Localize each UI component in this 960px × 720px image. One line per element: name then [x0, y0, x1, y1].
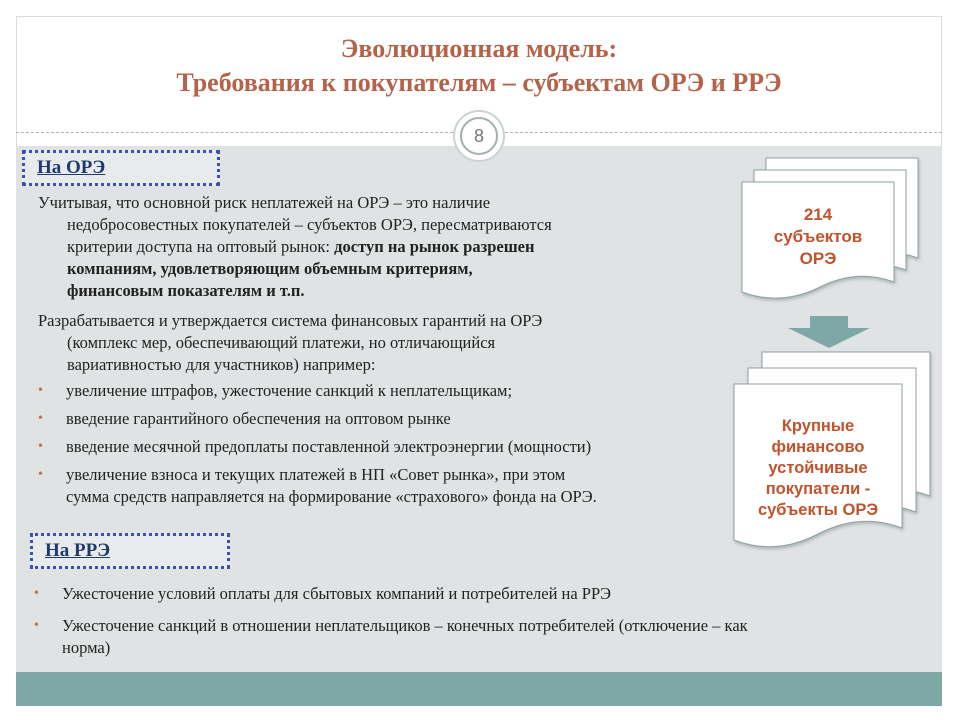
ore-p1-line-3 [38, 236, 708, 258]
arrow-down-icon [788, 316, 870, 348]
bullet-text: сумма средств направляется на формирование «страхового» фонда на ОРЭ. [66, 487, 597, 506]
list-item [34, 615, 934, 659]
top-document-label [742, 204, 894, 270]
page-number: 8 [460, 117, 498, 155]
bottom-doc-line: устойчивые [768, 459, 868, 477]
ore-bullet-list [38, 380, 738, 508]
ore-p1-bold-inline: доступ на рынок разрешен [334, 237, 535, 256]
top-doc-line: 214 [803, 205, 833, 224]
list-item [38, 464, 738, 508]
rre-section-heading [30, 533, 230, 569]
ore-p1-bold-line: компаниям, удовлетворяющим объемным критериям, [67, 259, 473, 278]
ore-p2-line: (комплекс мер, обеспечивающий платежи, но отличающийся [67, 333, 496, 352]
bottom-doc-line: Крупные [781, 417, 855, 435]
bullet-icon: • [38, 467, 43, 482]
ore-paragraph-1 [38, 192, 708, 302]
ore-heading-label: На ОРЭ [37, 157, 106, 178]
ore-p2-line: вариативностью для участников) например: [67, 355, 376, 374]
bullet-text: Ужесточение условий оплаты для сбытовых компаний и потребителей на РРЭ [62, 584, 612, 603]
ore-p1-line: недобросовестных покупателей – субъектов ОРЭ, пересматриваются [67, 215, 552, 234]
bullet-text: норма) [62, 638, 111, 657]
list-item [38, 436, 738, 458]
rre-bullet-list [34, 583, 934, 659]
ore-p1-line: Учитывая, что основной риск неплатежей на ОРЭ – это наличие [38, 193, 491, 212]
list-item [38, 380, 738, 402]
ore-section-heading [22, 150, 220, 186]
bullet-text: введение гарантийного обеспечения на оптовом рынке [66, 409, 451, 428]
list-item [34, 583, 934, 605]
ore-paragraph-2 [38, 310, 718, 376]
bullet-text: увеличение взноса и текущих платежей в НП «Совет рынка», при этом [66, 465, 566, 484]
bullet-text: введение месячной предоплаты поставленной электроэнергии (мощности) [66, 437, 592, 456]
bullet-icon: • [38, 411, 43, 426]
bullet-icon: • [38, 383, 43, 398]
top-doc-line: субъектов [773, 227, 863, 246]
page-number-badge [453, 110, 505, 162]
buyers-diagram [730, 150, 940, 570]
bullet-icon: • [38, 439, 43, 454]
bottom-doc-line: субъекты ОРЭ [757, 501, 879, 519]
title-line-2: Требования к покупателям – субъектам ОРЭ и РРЭ [176, 68, 782, 97]
footer-bar [16, 672, 942, 706]
bullet-icon: • [34, 618, 39, 633]
bullet-text: увеличение штрафов, ужесточение санкций к неплательщикам; [66, 381, 513, 400]
bullet-icon: • [34, 586, 39, 601]
bullet-text: Ужесточение санкций в отношении неплательщиков – конечных потребителей (отключение – как [62, 616, 748, 635]
list-item [38, 408, 738, 430]
bottom-doc-line: покупатели - [765, 480, 871, 498]
ore-p2-line: Разрабатывается и утверждается система финансовых гарантий на ОРЭ [38, 311, 543, 330]
bottom-doc-line: финансово [771, 438, 865, 456]
slide-title [16, 32, 942, 100]
top-doc-line: ОРЭ [799, 249, 837, 268]
title-line-1: Эволюционная модель: [340, 34, 618, 63]
rre-heading-label: На РРЭ [45, 540, 111, 561]
ore-p1-bold-line: финансовым показателям и т.п. [67, 281, 305, 300]
ore-p1-line-text: критерии доступа на оптовый рынок: [67, 237, 335, 256]
bottom-document-label [734, 416, 902, 521]
